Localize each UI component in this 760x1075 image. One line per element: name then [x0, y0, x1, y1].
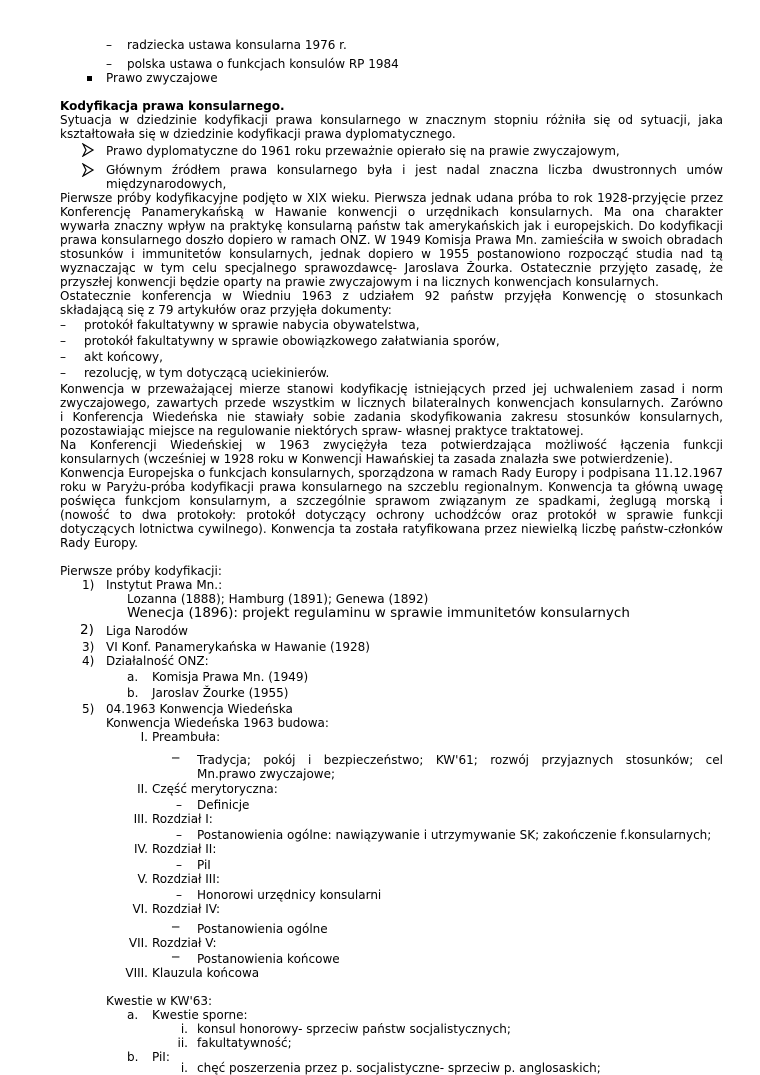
dash-marker: –: [60, 350, 66, 364]
paragraph-line: wyznaczając w tym celu specjalnego sprawozdawcę- Jaroslava Žourka. Ostatecznie przyjęto zasadę, że: [60, 261, 723, 275]
paragraph-line: stosunków i immunitetów konsularnych, jednak dopiero w 1955 postanowiono rozpocząć studia nad tą: [60, 247, 723, 261]
paragraph-line: wywarła znaczny wpływ na praktykę konsularną państw tak amerykańskich jak i europejskich. Do kodyfikacji: [60, 219, 723, 233]
list-item: PiI:: [152, 1050, 170, 1064]
paragraph-line: zwyczajowego, zawartych przede wszystkim w licznych bilateralnych konwencjach konsularnych. Zarówno: [60, 396, 723, 410]
roman-numeral: IV.: [133, 842, 148, 856]
list-item: 04.1963 Konwencja Wiedeńska: [106, 702, 293, 716]
structure-sub-item: Postanowienia końcowe: [197, 952, 340, 966]
list-item: protokół fakultatywny w sprawie nabycia obywatelstwa,: [84, 318, 420, 332]
dash-marker: –: [176, 888, 182, 902]
dash-marker: –: [176, 798, 182, 812]
paragraph-line: (nowość to dwa protokoły: protokół dotyczący ochrony uchodźców oraz protokół w sprawie funkcji: [60, 508, 723, 522]
arrow-list-item: Głównym źródłem prawa konsularnego była i jest nadal znaczna liczba dwustronnych umów: [106, 163, 723, 177]
structure-item: Preambuła:: [152, 730, 221, 744]
list-letter: a.: [127, 670, 139, 684]
arrow-bullet-icon: [81, 143, 95, 157]
paragraph-line: Na Konferencji Wiedeńskiej w 1963 zwyciężyła teza potwierdzająca możliwość łączenia funkcji: [60, 438, 723, 452]
list-item: VI Konf. Panamerykańska w Hawanie (1928): [106, 640, 370, 654]
structure-item: Rozdział V:: [152, 936, 217, 950]
structure-item: Rozdział I:: [152, 812, 213, 826]
list-item: Kwestie sporne:: [152, 1008, 248, 1022]
list-item: chęć poszerzenia przez p. socjalistyczne- sprzeciw p. anglosaskich;: [197, 1061, 601, 1075]
structure-sub-item: PiI: [197, 858, 211, 872]
structure-item: Klauzula końcowa: [152, 966, 260, 980]
list-title: Pierwsze próby kodyfikacji:: [60, 564, 222, 578]
paragraph-line: Rady Europy.: [60, 536, 138, 550]
dash-marker: –: [106, 38, 112, 52]
arrow-list-item-cont: międzynarodowych,: [106, 177, 227, 191]
paragraph-line: prawa konsularnego doszło dopiero w ramach ONZ. W 1949 Komisja Prawa Mn. zamieściła w swoich obradach: [60, 233, 723, 247]
paragraph-line: kształtowała się w dziedzinie kodyfikacji prawa dyplomatycznego.: [60, 127, 456, 141]
list-item: Prawo zwyczajowe: [106, 71, 218, 85]
list-number: 2): [80, 622, 94, 638]
paragraph-line: pozostawiając miejsce na regulowanie niektórych spraw- własnej praktyce traktatowej.: [60, 424, 584, 438]
list-item-sub: Lozanna (1888); Hamburg (1891); Genewa (1892): [127, 592, 429, 606]
roman-numeral: ii.: [177, 1036, 188, 1050]
section-heading: Kodyfikacja prawa konsularnego.: [60, 99, 285, 113]
list-letter: b.: [127, 1050, 139, 1064]
list-item: Działalność ONZ:: [106, 654, 209, 668]
list-item: radziecka ustawa konsularna 1976 r.: [127, 38, 347, 52]
dash-marker: –: [60, 366, 66, 380]
list-item: polska ustawa o funkcjach konsulów RP 1984: [127, 57, 399, 71]
roman-numeral: VIII.: [125, 966, 148, 980]
dash-marker: –: [176, 828, 182, 842]
paragraph-line: Konferencję Panamerykańską w Hawanie konwencji o urzędnikach konsularnych. Ma ona charakter: [60, 205, 723, 219]
paragraph-line: Ostatecznie konferencja w Wiedniu 1963 z udziałem 92 państw przyjęła Konwencję o stosunkach: [60, 289, 723, 303]
list-item: rezolucję, w tym dotyczącą uciekinierów.: [84, 366, 330, 380]
structure-item: Rozdział II:: [152, 842, 217, 856]
paragraph-line: Konwencja w przeważającej mierze stanowi kodyfikację istniejących przed jej uchwaleniem zasad i norm: [60, 382, 723, 396]
list-item: protokół fakultatywny w sprawie obowiązkowego załatwiania sporów,: [84, 334, 500, 348]
dash-marker: –: [106, 57, 112, 71]
paragraph-line: przyszłej konwencji będzie oparty na prawie zwyczajowym i na licznych konwencjach konsularnych.: [60, 275, 659, 289]
paragraph-line: Pierwsze próby kodyfikacyjne podjęto w XIX wieku. Pierwsza jednak udana próba to rok 1928-przyjęcie przez: [60, 191, 723, 205]
roman-numeral: II.: [137, 782, 148, 796]
list-item: Liga Narodów: [106, 624, 188, 638]
paragraph-line: dotyczących lotnictwa cywilnego). Konwencja ta została ratyfikowana przez niewielką liczbę państw-członków: [60, 522, 723, 536]
structure-sub-item-cont: Mn.prawo zwyczajowe;: [197, 767, 336, 781]
paragraph-line: i Konferencja Wiedeńska nie stawiały sobie zadania skodyfikowania zakresu stosunków konsularnych,: [60, 410, 723, 424]
list-number: 4): [82, 654, 95, 668]
structure-item: Rozdział III:: [152, 872, 220, 886]
list-item: Instytut Prawa Mn.:: [106, 578, 223, 592]
roman-numeral: VI.: [132, 902, 148, 916]
arrow-bullet-icon: [81, 163, 95, 177]
list-item-sub: Wenecja (1896): projekt regulaminu w sprawie immunitetów konsularnych: [127, 605, 630, 621]
dash-marker: –: [176, 858, 182, 872]
roman-numeral: V.: [137, 872, 148, 886]
square-bullet-icon: [87, 76, 92, 81]
list-number: 3): [82, 640, 95, 654]
structure-sub-item: Tradycja; pokój i bezpieczeństwo; KW'61; rozwój przyjaznych stosunków; cel: [197, 753, 723, 767]
roman-numeral: VII.: [128, 936, 148, 950]
arrow-list-item: Prawo dyplomatyczne do 1961 roku przeważnie opierało się na prawie zwyczajowym,: [106, 144, 620, 158]
dash-marker: –: [60, 334, 66, 348]
dash-marker: ─: [172, 950, 180, 964]
roman-numeral: III.: [133, 812, 148, 826]
structure-sub-item: Postanowienia ogólne: nawiązywanie i utrzymywanie SK; zakończenie f.konsularnych;: [197, 828, 712, 842]
paragraph-line: składającą się z 79 artykułów oraz przyjęła dokumenty:: [60, 303, 392, 317]
roman-numeral: i.: [180, 1061, 188, 1075]
list-number: 5): [82, 702, 95, 716]
list-number: 1): [82, 578, 95, 592]
structure-item: Rozdział IV:: [152, 902, 221, 916]
list-letter: a.: [127, 1008, 139, 1022]
structure-sub-item: Honorowi urzędnicy konsularni: [197, 888, 382, 902]
roman-numeral: i.: [180, 1022, 188, 1036]
paragraph-line: konsularnych (wcześniej w 1928 roku w Konwencji Hawańskiej ta zasada znalazła swe potwierdzenie).: [60, 452, 673, 466]
list-letter: b.: [127, 686, 139, 700]
paragraph-line: roku w Paryżu-próba kodyfikacji prawa konsularnego na szczeblu regionalnym. Konwencja ta główną uwagę: [60, 480, 723, 494]
structure-sub-item: Postanowienia ogólne: [197, 922, 328, 936]
roman-numeral: I.: [140, 730, 148, 744]
structure-item: Część merytoryczna:: [152, 782, 278, 796]
structure-sub-item: Definicje: [197, 798, 250, 812]
list-item-sub: Konwencja Wiedeńska 1963 budowa:: [106, 716, 329, 730]
list-item: Komisja Prawa Mn. (1949): [152, 670, 309, 684]
paragraph-line: poświęca funkcjom konsularnym, a szczególnie sprawom związanym ze spadkami, żeglugą morską i: [60, 494, 723, 508]
list-title: Kwestie w KW'63:: [106, 994, 213, 1008]
list-item: konsul honorowy- sprzeciw państw socjalistycznych;: [197, 1022, 511, 1036]
dash-marker: ─: [172, 920, 180, 934]
paragraph-line: Konwencja Europejska o funkcjach konsularnych, sporządzona w ramach Rady Europy i podpisana 11.12.1967: [60, 466, 723, 480]
list-item: fakultatywność;: [197, 1036, 292, 1050]
list-item: Jaroslav Žourke (1955): [152, 686, 289, 700]
list-item: akt końcowy,: [84, 350, 163, 364]
dash-marker: ─: [172, 751, 180, 765]
paragraph-line: Sytuacja w dziedzinie kodyfikacji prawa konsularnego w znacznym stopniu różniła się od sytuacji, jaka: [60, 113, 723, 127]
dash-marker: –: [60, 318, 66, 332]
